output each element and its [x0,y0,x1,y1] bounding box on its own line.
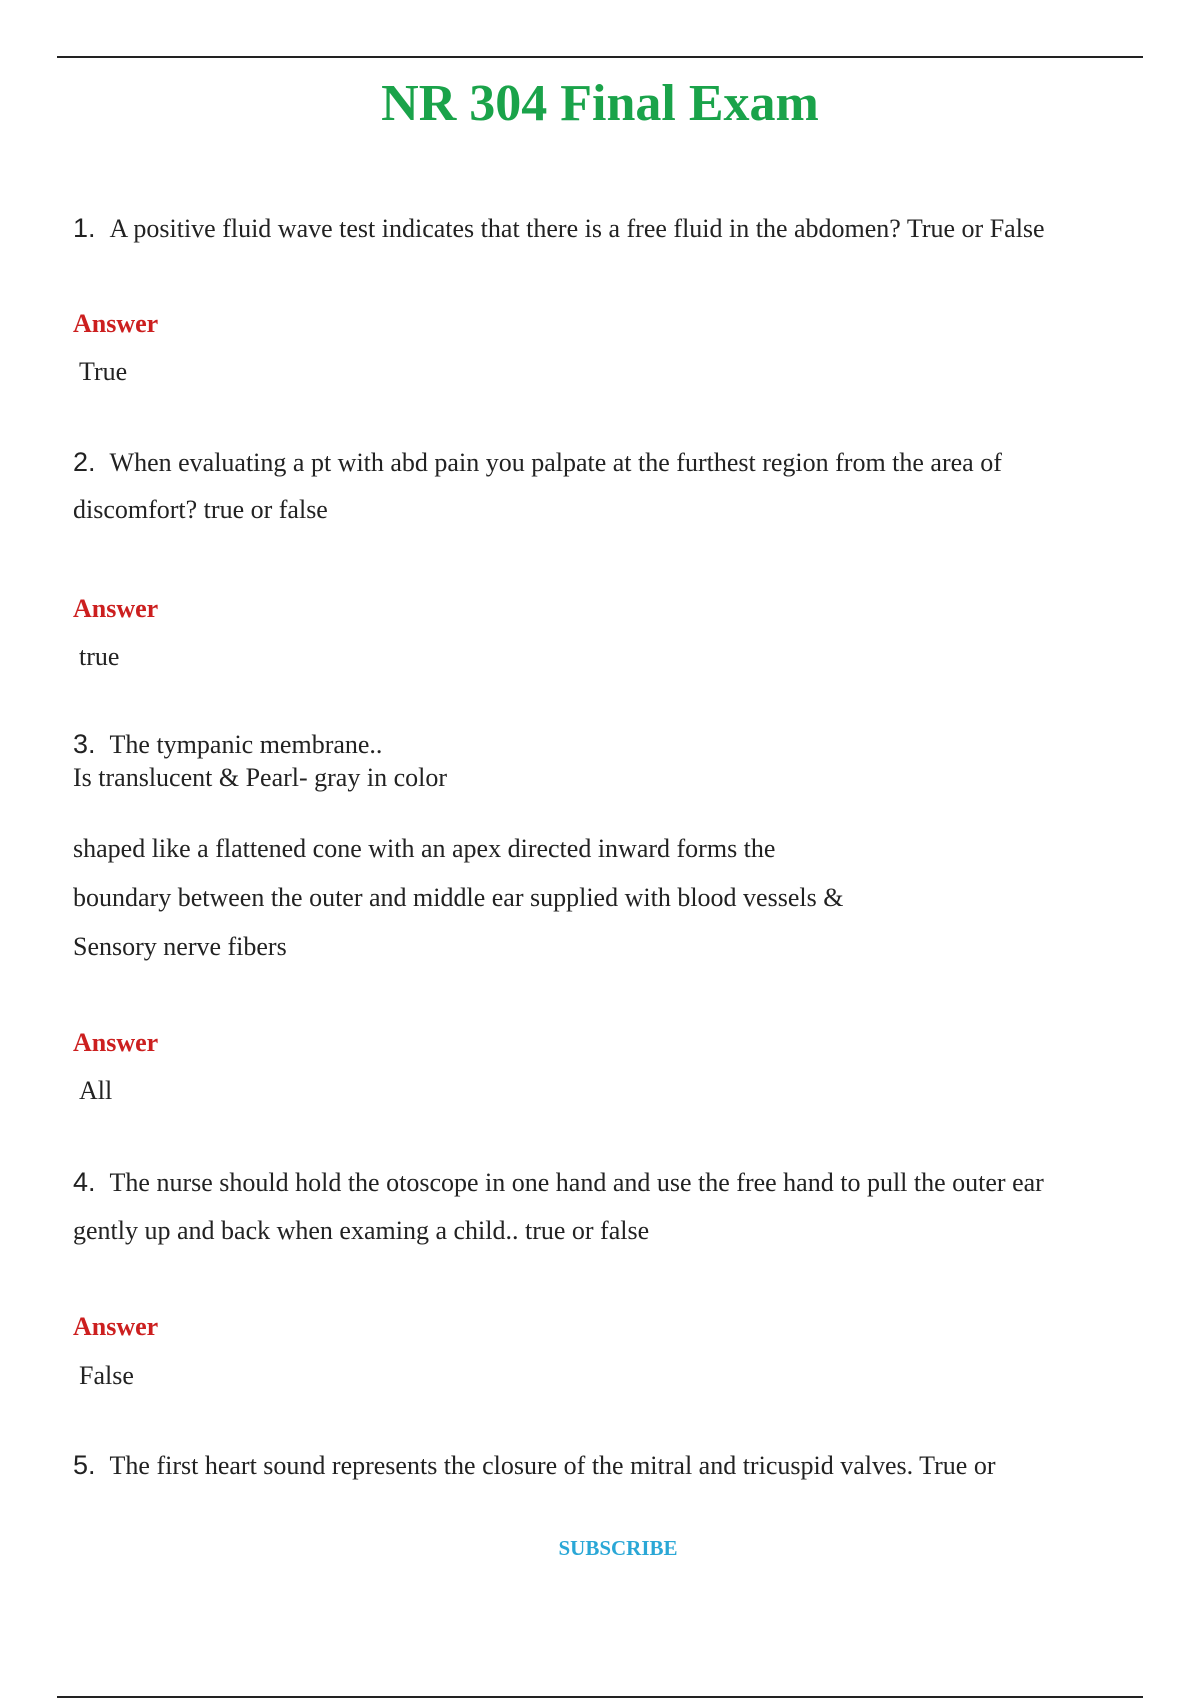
bottom-rule [57,1696,1143,1698]
question-2-number: 2. [73,447,96,477]
question-1-number: 1. [73,213,96,243]
answer-4-value: False [79,1361,134,1390]
question-2 [73,446,1002,479]
question-4-text-line-1: The nurse should hold the otoscope in one hand and use the free hand to pull the outer ear [109,1168,1044,1197]
question-3-text-line-4: boundary between the outer and middle ear supplied with blood vessels & [73,883,844,912]
top-rule [57,56,1143,58]
question-3-text-line-5: Sensory nerve fibers [73,932,287,961]
answer-2-label: Answer [73,594,159,623]
question-5-number: 5. [73,1450,96,1480]
question-5 [73,1449,995,1482]
answer-2-value: true [79,642,120,671]
question-3-text-line-3: shaped like a flattened cone with an apex directed inward forms the [73,834,776,863]
document-title: NR 304 Final Exam [381,75,819,132]
question-3-text-line-2: Is translucent & Pearl- gray in color [73,763,447,792]
answer-1-label: Answer [73,309,159,338]
answer-3-label: Answer [73,1028,159,1057]
question-2-text-line-1: When evaluating a pt with abd pain you palpate at the furthest region from the area of [109,448,1002,477]
answer-4-label: Answer [73,1312,159,1341]
question-2-text-line-2: discomfort? true or false [73,495,328,524]
subscribe-link[interactable]: SUBSCRIBE [558,1536,678,1560]
answer-1-value: True [79,357,128,386]
question-4-text-line-2: gently up and back when examing a child.. true or false [73,1216,650,1245]
question-4 [73,1166,1044,1199]
question-3-text-line-1: The tympanic membrane.. [109,730,383,759]
question-3-number: 3. [73,729,96,759]
answer-3-value: All [79,1076,113,1105]
question-1 [73,212,1045,245]
question-4-number: 4. [73,1167,96,1197]
question-5-text-line-1: The first heart sound represents the closure of the mitral and tricuspid valves. True or [109,1451,996,1480]
question-3 [73,728,382,761]
question-1-text: A positive fluid wave test indicates that there is a free fluid in the abdomen? True or False [109,214,1045,243]
